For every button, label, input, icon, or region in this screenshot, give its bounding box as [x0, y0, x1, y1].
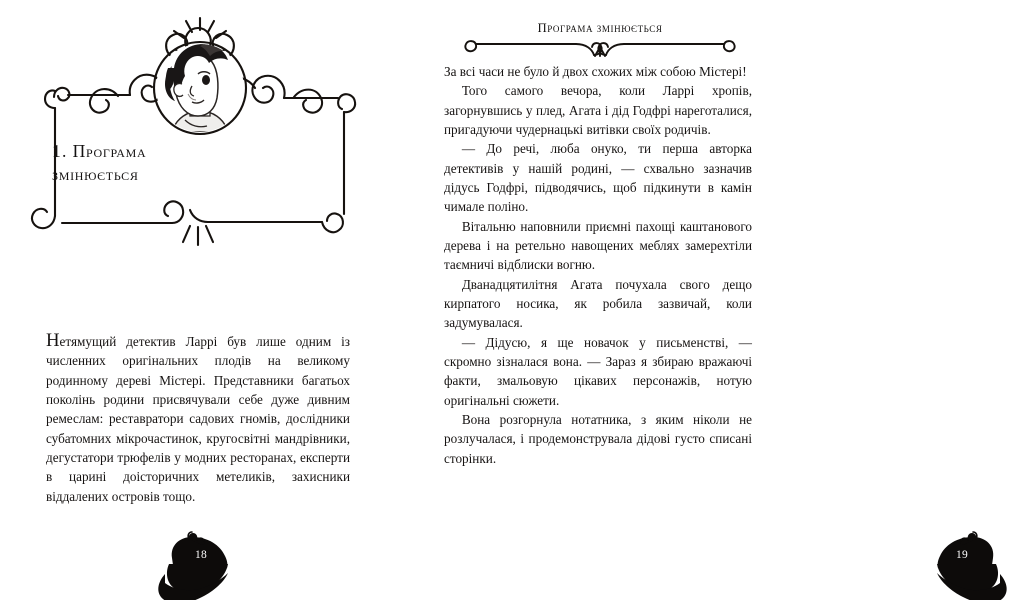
chapter-title — [52, 140, 302, 187]
page-number: 19 — [956, 549, 969, 561]
paragraph: Того самого вечора, коли Ларрі хропів, загорнувшись у плед, Агата і дід Годфрі нареготалися, пригадуючи чудернацькі витівки своїх родичів. — [444, 83, 752, 137]
folio-right — [910, 536, 1020, 594]
chapter-number: 1. — [52, 141, 68, 161]
paragraph: За всі часи не було й двох схожих між собою Містері! — [444, 64, 747, 79]
paragraph: Вітальню наповнили приємні пахощі каштанового дерева і на ретельно навощених меблях замерехтіли таємничі відблиски вогню. — [444, 218, 752, 273]
detective-hat-icon — [145, 536, 255, 594]
paragraph: Нетямущий детектив Ларрі був лише одним із численних оригінальних плодів на великому родинному дереві Містері. Представники багатьох поколінь родини присвячували себе дуже дивним ремеслам: реставратори садових гномів, дослідники субатомних мікрочастинок, кругосвітні мандрівники, дегустатори трюфелів у модних ресторанах, експерти в царині доісторичних метеликів, захисники віддалених островів тощо. — [46, 330, 350, 504]
detective-hat-icon — [910, 536, 1020, 594]
paragraph: — Дідусю, я ще новачок у письменстві, — скромно зізналася вона. — Зараз я збираю вражаючі факти, змальовую цікавих персонажів, нотую оригінальні сюжети. — [444, 334, 752, 408]
right-page — [400, 0, 969, 600]
paragraph: Дванадцятилітня Агата почухала свого дещо кирпатого носика, як робила зазвичай, коли задумувалася. — [444, 276, 752, 331]
left-page — [0, 0, 400, 600]
left-page-body — [46, 332, 350, 506]
running-header — [400, 22, 800, 56]
page-number: 18 — [195, 549, 208, 561]
paragraph: — До речі, люба онуко, ти перша авторка детективів у нашій родині, — схвально зазначив дідусь Годфрі, підводячись, щоб підкинути в камін чимале поліно. — [444, 141, 752, 215]
paragraph: Вона розгорнула нотатника, з яким ніколи не розлучалася, і продемонструвала дідові густо списані сторінки. — [444, 411, 752, 466]
running-header-text: Програма змінюється — [537, 21, 663, 35]
right-page-body — [444, 62, 752, 468]
folio-left — [145, 536, 255, 594]
chapter-title-line-2: змінюється — [52, 164, 139, 185]
boy-detective-portrait-icon — [156, 43, 244, 132]
chapter-title-line-1: Програма — [72, 141, 147, 161]
ornamental-divider-icon — [464, 38, 736, 56]
